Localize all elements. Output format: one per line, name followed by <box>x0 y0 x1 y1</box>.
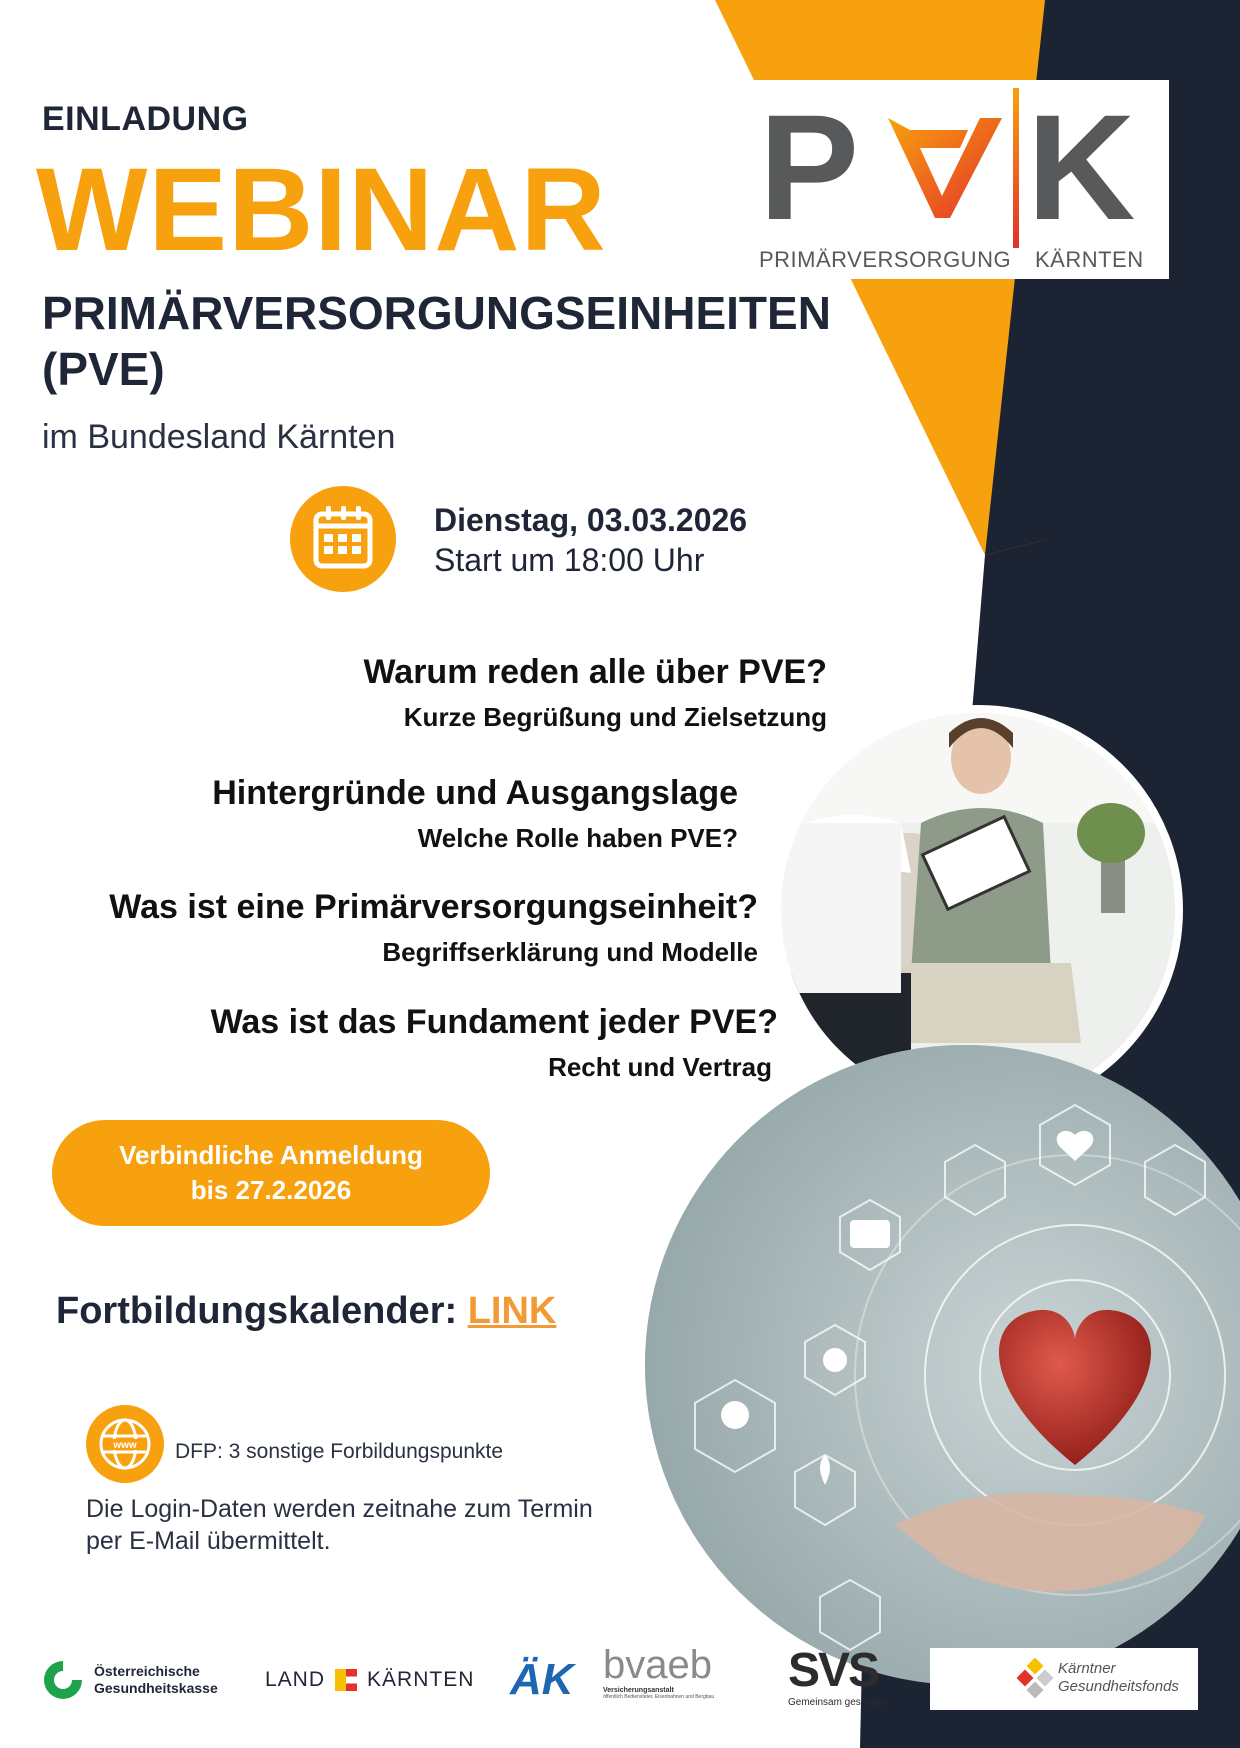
agenda-answer-2: Welche Rolle haben PVE? <box>417 823 738 853</box>
logo-right-text: KÄRNTEN <box>1035 247 1144 272</box>
training-calendar-label: Fortbildungskalender: <box>56 1290 458 1332</box>
svg-text:www: www <box>113 1440 137 1451</box>
agenda-answer-1: Kurze Begrüßung und Zielsetzung <box>403 702 827 732</box>
registration-button[interactable] <box>52 1120 490 1226</box>
logo-divider <box>1013 88 1019 248</box>
agenda-question-2: Hintergründe und Ausgangslage <box>212 774 738 812</box>
logo-left-text: PRIMÄRVERSORGUNG <box>759 247 1012 272</box>
www-globe-icon <box>86 1405 164 1483</box>
ak-text: ÄK <box>510 1655 574 1704</box>
invitation-label: EINLADUNG <box>42 100 249 138</box>
logo-letter-k: K <box>1027 83 1136 251</box>
oegk-icon <box>40 1657 86 1703</box>
oegk-line-1: Österreichische <box>94 1663 200 1679</box>
bvaeb-line-1: Versicherungsanstalt <box>603 1687 674 1694</box>
svs-text: SVS <box>788 1644 879 1697</box>
kgf-logo <box>930 1648 1198 1710</box>
kgf-diamond-icon <box>1015 1658 1055 1698</box>
agenda-question-4: Was ist das Fundament jeder PVE? <box>210 1003 778 1041</box>
calendar-icon <box>290 486 396 592</box>
dfp-points: DFP: 3 sonstige Forbildungspunkte <box>175 1440 504 1463</box>
bvaeb-text: bvaeb <box>603 1643 712 1687</box>
agenda-question-3: Was ist eine Primärversorgungseinheit? <box>109 888 758 926</box>
region-label: im Bundesland Kärnten <box>42 418 396 456</box>
aerztekammer-logo <box>510 1645 574 1715</box>
svs-tagline: Gemeinsam gesünder. <box>788 1697 889 1708</box>
webinar-title: WEBINAR <box>36 144 607 276</box>
oegk-logo <box>40 1645 218 1715</box>
login-info: Die Login-Daten werden zeitnahe zum Termin per E-Mail übermittelt. <box>86 1495 593 1555</box>
logo-v-mark-icon <box>880 108 1010 228</box>
kaernten-coat-icon <box>335 1669 357 1691</box>
bvaeb-line-2: öffentlich Bediensteter, Eisenbahnen und Bergbau <box>603 1694 715 1700</box>
kgf-line-2: Gesundheitsfonds <box>1058 1678 1179 1695</box>
oegk-line-2: Gesundheitskasse <box>94 1680 218 1696</box>
land-right-text: KÄRNTEN <box>367 1668 475 1691</box>
logo-letter-p: P <box>759 83 860 251</box>
agenda-question-1: Warum reden alle über PVE? <box>363 653 827 691</box>
subtitle: PRIMÄRVERSORGUNGSEINHEITEN (PVE) <box>42 287 831 395</box>
registration-line-1: Verbindliche Anmeldung <box>119 1140 423 1170</box>
registration-deadline: bis 27.2.2026 <box>190 1175 352 1205</box>
pvk-logo <box>745 80 1169 279</box>
event-start: Start um 18:00 Uhr <box>434 542 705 578</box>
training-calendar <box>56 1290 556 1333</box>
agenda-answer-3: Begriffserklärung und Modelle <box>382 937 758 967</box>
agenda-answer-4: Recht und Vertrag <box>548 1052 772 1082</box>
svs-logo <box>788 1645 898 1708</box>
kgf-line-1: Kärntner <box>1058 1660 1116 1677</box>
land-kaernten-logo <box>265 1645 474 1715</box>
training-calendar-link[interactable]: LINK <box>467 1290 557 1332</box>
land-left-text: LAND <box>265 1668 326 1691</box>
bvaeb-logo <box>603 1643 765 1700</box>
event-date: Dienstag, 03.03.2026 <box>434 502 748 538</box>
